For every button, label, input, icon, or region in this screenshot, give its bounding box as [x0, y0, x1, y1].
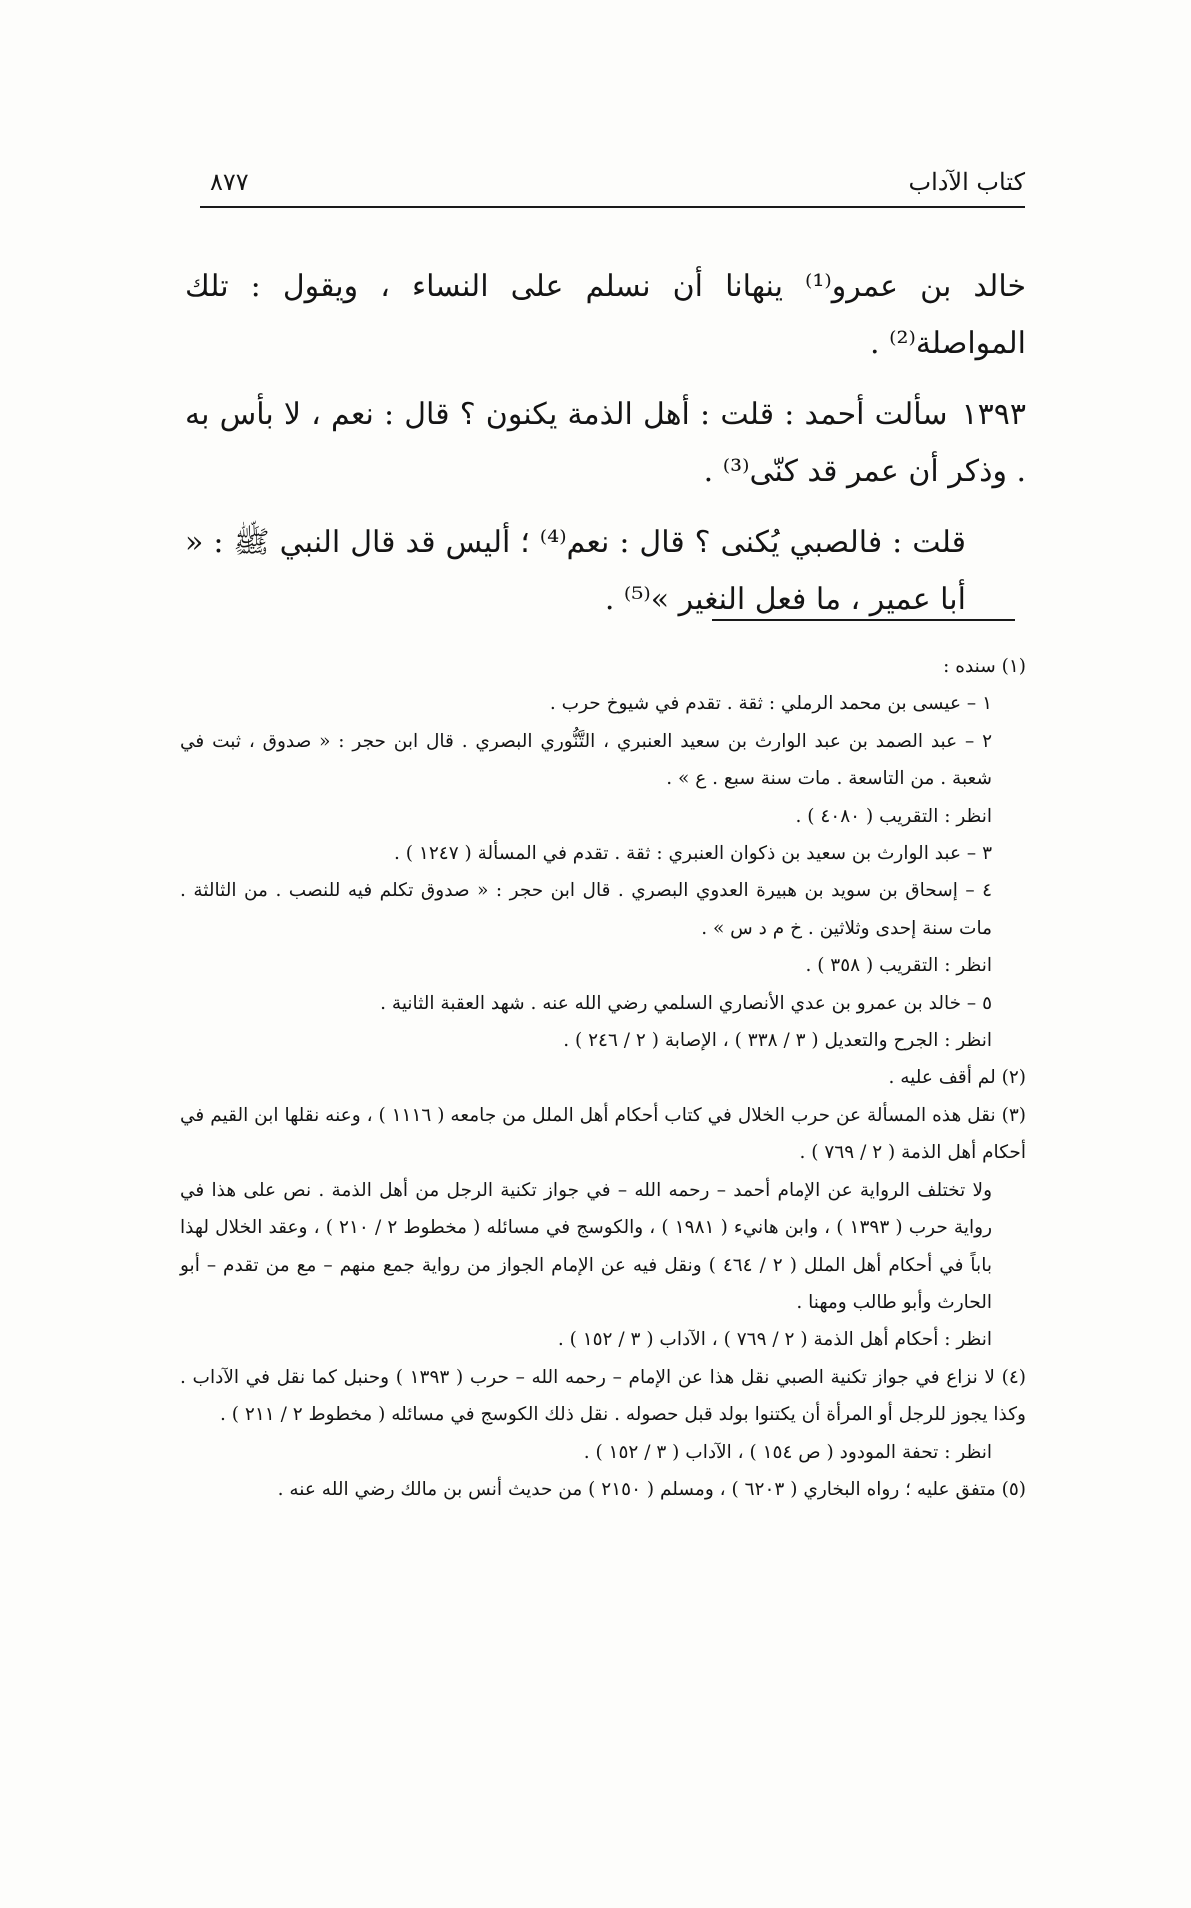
footnote-1-line-1: ١ – عيسى بن محمد الرملي : ثقة . تقدم في شيوخ حرب .	[549, 693, 992, 715]
footnote-3-part-2: ولا تختلف الرواية عن الإمام أحمد – رحمه الله – في جواز تكنية الرجل من أهل الذمة . نص على هذا في رواية حرب ( ١٣٩٣ ) ، وابن هانيء ( ١٩٨١ ) ، والكوسج في مسائله ( مخطوط ٢ / ٢١٠ ) ، وعقد الخلال لهذا باباً في أحكام أهل الملل ( ٢ / ٤٦٤ ) ونقل فيه عن الإمام الجواز من رواية جمع منهم – مع من تقدم – أبو الحارث وأبو طالب ومهنا .	[180, 1179, 992, 1313]
footnote-3-part-3: انظر : أحكام أهل الذمة ( ٢ / ٧٦٩ ) ، الآداب ( ٣ / ١٥٢ ) .	[557, 1329, 992, 1351]
footnote-1-line-5: ٤ – إسحاق بن سويد بن هبيرة العدوي البصري . قال ابن حجر : « صدوق تكلم فيه للنصب . من الثالثة . مات سنة إحدى وثلاثين . خ م د س » .	[180, 880, 992, 939]
main-text	[185, 258, 1026, 642]
footnote-5: (٥) متفق عليه ؛ رواه البخاري ( ٦٢٠٣ ) ، ومسلم ( ٢١٥٠ ) من حديث أنس بن مالك رضي الله عنه .	[277, 1478, 1026, 1500]
footnote-4-part-1: (٤) لا نزاع في جواز تكنية الصبي نقل هذا عن الإمام – رحمه الله – حرب ( ١٣٩٣ ) وحنبل كما نقل في الآداب . وكذا يجوز للرجل أو المرأة أن يكتنوا بولد قبل حصوله . نقل ذلك الكوسج في مسائله ( مخطوط ٢ / ٢١١ ) .	[180, 1366, 1026, 1426]
footnote-1-line-6: انظر : التقريب ( ٣٥٨ ) .	[805, 955, 992, 977]
footnotes	[180, 648, 1026, 1508]
footnote-1-line-4: ٣ – عبد الوارث بن سعيد بن ذكوان العنبري : ثقة . تقدم في المسألة ( ١٢٤٧ ) .	[394, 843, 992, 865]
main-paragraph-1: خالد بن عمرو⁽¹⁾ ينهانا أن نسلم على النساء ، ويقول : تلك المواصلة⁽²⁾ .	[185, 269, 1026, 361]
footnote-1-line-8: انظر : الجرح والتعديل ( ٣ / ٣٣٨ ) ، الإصابة ( ٢ / ٢٤٦ ) .	[563, 1030, 992, 1052]
footnote-4-part-2: انظر : تحفة المودود ( ص ١٥٤ ) ، الآداب ( ٣ / ١٥٢ ) .	[583, 1441, 992, 1463]
main-paragraph-3: قلت : فالصبي يُكنى ؟ قال : نعم⁽⁴⁾ ؛ أليس قد قال النبي ﷺ : « أبا عمير ، ما فعل النغير »⁽⁵⁾ .	[185, 525, 966, 617]
footnote-1-line-7: ٥ – خالد بن عمرو بن عدي الأنصاري السلمي رضي الله عنه . شهد العقبة الثانية .	[380, 992, 992, 1014]
page-number: ٨٧٧	[210, 168, 249, 196]
running-title: كتاب الآداب	[908, 168, 1025, 196]
page-header	[200, 166, 1025, 208]
footnote-1-line-2: ٢ – عبد الصمد بن عبد الوارث بن سعيد العنبري ، التَّنُّوري البصري . قال ابن حجر : « صدوق ، ثبت في شعبة . من التاسعة . مات سنة سبع . ع » .	[180, 730, 992, 790]
footnote-2: (٢) لم أقف عليه .	[888, 1067, 1026, 1089]
main-paragraph-2	[185, 386, 1026, 500]
footnote-divider	[712, 619, 1015, 621]
entry-number: ١٣٩٣	[961, 397, 1026, 432]
footnote-1-line-3: انظر : التقريب ( ٤٠٨٠ ) .	[795, 805, 992, 827]
entry-text: سألت أحمد : قلت : أهل الذمة يكنون ؟ قال : نعم ، لا بأس به . وذكر أن عمر قد كنّى⁽³⁾ .	[185, 397, 1026, 489]
footnote-1-heading: (١) سنده :	[943, 656, 1026, 677]
footnote-3-part-1: (٣) نقل هذه المسألة عن حرب الخلال في كتاب أحكام أهل الملل من جامعه ( ١١١٦ ) ، وعنه نقلها ابن القيم في أحكام أهل الذمة ( ٢ / ٧٦٩ ) .	[180, 1104, 1026, 1164]
